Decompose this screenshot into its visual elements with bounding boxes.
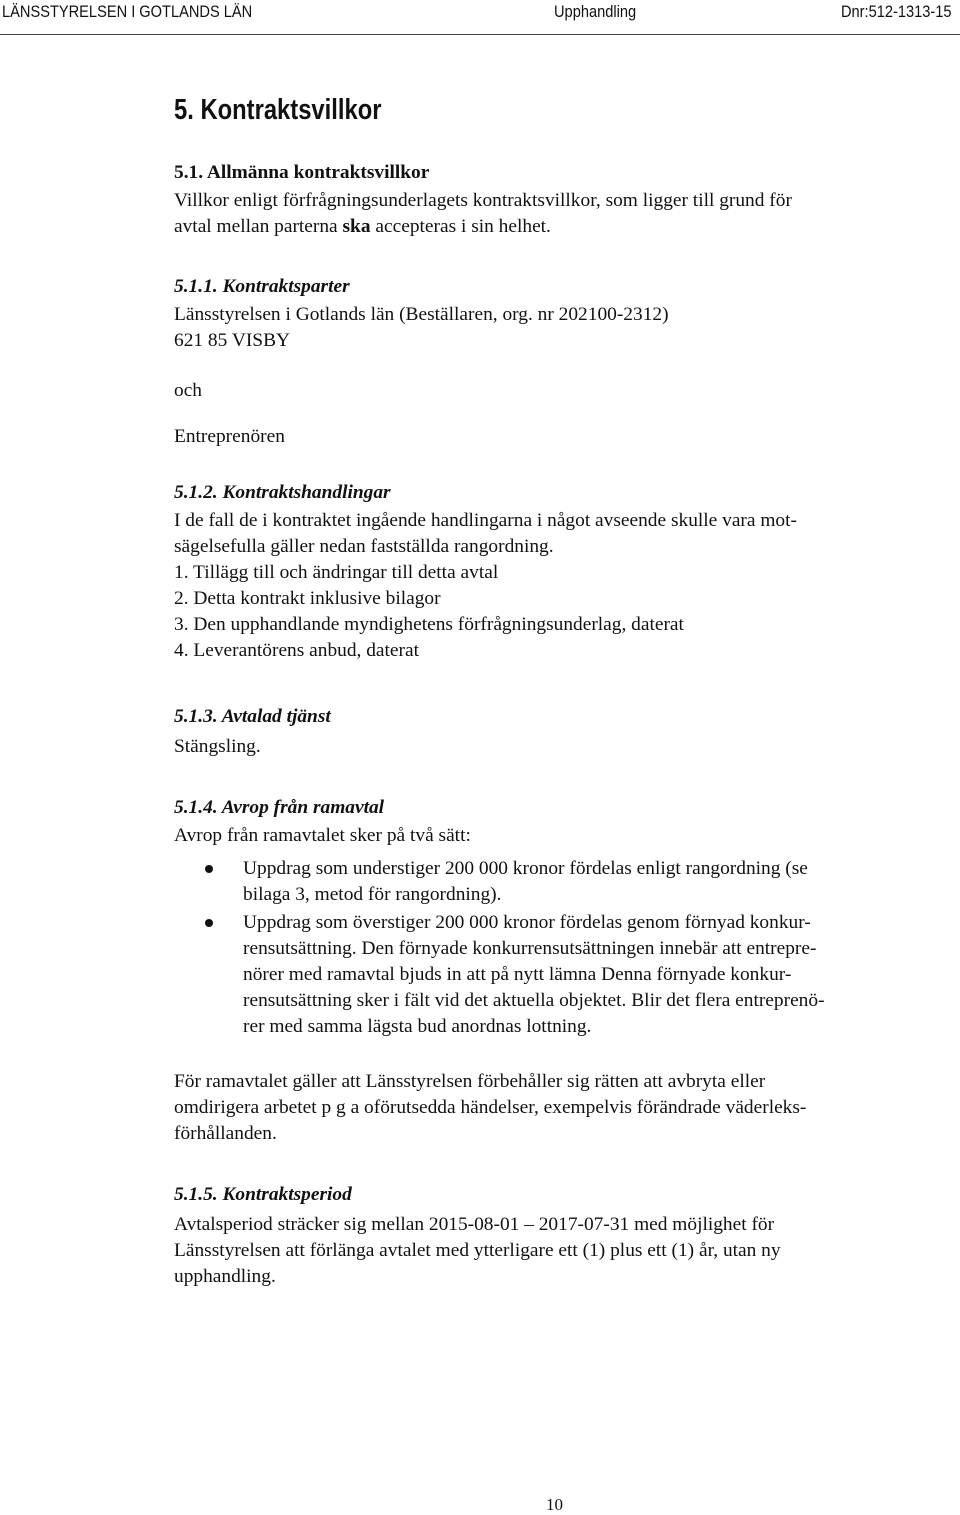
och-text: och <box>174 380 202 401</box>
text-line: För ramavtalet gäller att Länsstyrelsen förbehåller sig rätten att avbryta eller <box>174 1071 766 1092</box>
heading-5-1: 5.1. Allmänna kontraktsvillkor <box>174 162 430 183</box>
header-divider <box>0 34 960 35</box>
text-line: Avrop från ramavtalet sker på två sätt: <box>174 825 471 846</box>
page-number: 10 <box>546 1495 563 1514</box>
text-line: Avtalsperiod sträcker sig mellan 2015-08-01 – 2017-07-31 med möjlighet för <box>174 1214 775 1235</box>
bullet-item <box>174 910 934 1040</box>
ramavtal-paragraph <box>174 1069 926 1147</box>
text-segment: avtal mellan parterna <box>174 216 343 237</box>
text-line: rensutsättning. Den förnyade konkurrensutsättningen innebär att entrepre- <box>243 938 817 959</box>
text-line: Villkor enligt förfrågningsunderlagets kontraktsvillkor, som ligger till grund för <box>174 190 792 211</box>
list-item: 3. Den upphandlande myndighetens förfrågningsunderlag, daterat <box>174 614 684 635</box>
bullet-item <box>174 856 934 908</box>
heading-5-1-4: 5.1.4. Avrop från ramavtal <box>174 797 385 818</box>
section-5-1-3 <box>174 704 926 760</box>
text-line: Stängsling. <box>174 736 261 757</box>
page-header <box>0 0 960 36</box>
header-document-type: Upphandling <box>554 2 637 21</box>
heading-5-1-1: 5.1.1. Kontraktsparter <box>174 276 350 297</box>
header-organization: LÄNSSTYRELSEN I GOTLANDS LÄN <box>2 2 253 21</box>
bullet-icon <box>205 865 213 873</box>
section-5-1-2 <box>174 480 926 664</box>
entreprenoren-text: Entreprenören <box>174 426 285 447</box>
section-5-1-4 <box>174 795 926 849</box>
text-line: Uppdrag som understiger 200 000 kronor fördelas enligt rangordning (se <box>243 858 808 879</box>
section-5-1 <box>174 160 926 240</box>
text-line: omdirigera arbetet p g a oförutsedda händelser, exempelvis förändrade väderleks- <box>174 1097 807 1118</box>
avrop-bullet-list <box>174 856 934 1040</box>
text-line: rensutsättning sker i fält vid det aktuella objektet. Blir det flera entreprenö- <box>243 990 825 1011</box>
heading-5-1-2: 5.1.2. Kontraktshandlingar <box>174 482 391 503</box>
header-reference-number: Dnr:512-1313-15 <box>841 2 952 21</box>
section-title: 5. Kontraktsvillkor <box>174 94 382 126</box>
text-line: upphandling. <box>174 1266 276 1287</box>
heading-5-1-3: 5.1.3. Avtalad tjänst <box>174 706 331 727</box>
list-item: 1. Tillägg till och ändringar till detta avtal <box>174 562 499 583</box>
list-item: 4. Leverantörens anbud, daterat <box>174 640 419 661</box>
text-line: rer med samma lägsta bud anordnas lottning. <box>243 1016 592 1037</box>
bullet-icon <box>205 919 213 927</box>
text-line: nörer med ramavtal bjuds in att på nytt lämna Denna förnyade konkur- <box>243 964 792 985</box>
emphasis-ska: ska <box>342 216 371 237</box>
section-5-1-1 <box>174 274 926 450</box>
text-line: sägelsefulla gäller nedan fastställda rangordning. <box>174 536 554 557</box>
text-line: Länsstyrelsen att förlänga avtalet med ytterligare ett (1) plus ett (1) år, utan ny <box>174 1240 781 1261</box>
list-item: 2. Detta kontrakt inklusive bilagor <box>174 588 441 609</box>
text-segment: accepteras i sin helhet. <box>370 216 551 237</box>
text-line: bilaga 3, metod för rangordning). <box>243 884 502 905</box>
text-line: I de fall de i kontraktet ingående handlingarna i något avseende skulle vara mot- <box>174 510 797 531</box>
text-line <box>174 214 926 240</box>
section-5-1-5 <box>174 1182 926 1290</box>
text-line: förhållanden. <box>174 1123 277 1144</box>
text-line: Uppdrag som överstiger 200 000 kronor fördelas genom förnyad konkur- <box>243 912 811 933</box>
heading-5-1-5: 5.1.5. Kontraktsperiod <box>174 1184 352 1205</box>
contract-party-address: 621 85 VISBY <box>174 330 291 351</box>
contract-party-line: Länsstyrelsen i Gotlands län (Beställaren, org. nr 202100-2312) <box>174 304 669 325</box>
